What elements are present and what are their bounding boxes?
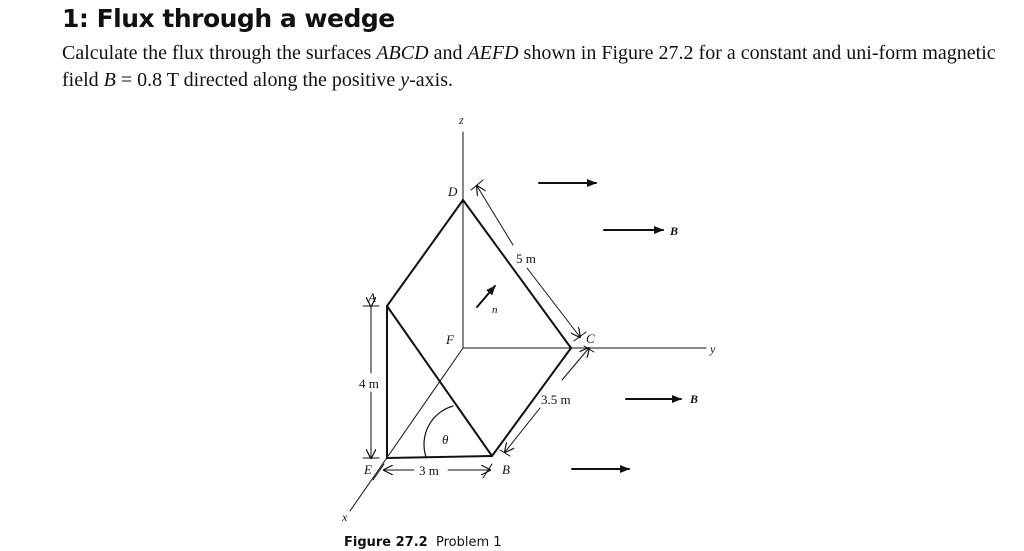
- problem-text-5: -axis.: [409, 69, 454, 91]
- axis-x-label: x: [342, 510, 348, 524]
- caption-text: Problem 1: [436, 535, 502, 550]
- problem-title: 1: Flux through a wedge: [62, 4, 395, 33]
- dim-slant-tick-top: [471, 180, 483, 190]
- point-d-label: D: [448, 184, 458, 199]
- axis-symbol: y: [400, 69, 410, 91]
- caption-number: Figure 27.2: [344, 535, 428, 550]
- dim-slant-line-top: [477, 186, 513, 245]
- angle-label: θ: [442, 432, 449, 447]
- dim-slant-line-bottom: [527, 268, 580, 337]
- dim-width-label: 3 m: [419, 463, 439, 478]
- field-label-2: B: [690, 392, 699, 406]
- field-symbol: B: [103, 69, 116, 91]
- dim-depth-line-top: [562, 348, 589, 380]
- edge-dc: [463, 200, 571, 348]
- problem-text-1: Calculate the flux through the surfaces: [62, 42, 377, 64]
- point-a-label: A: [368, 290, 376, 305]
- x-axis: [350, 348, 463, 511]
- point-f-label: F: [446, 332, 454, 347]
- dim-depth-tick-bottom: [500, 450, 510, 456]
- field-label-1: B: [670, 224, 679, 238]
- edge-da: [387, 200, 463, 306]
- dim-depth-tick-top: [584, 346, 594, 352]
- problem-text-2: and: [428, 42, 468, 64]
- edge-ab: [387, 306, 492, 456]
- dim-width-tick-right: [483, 464, 492, 478]
- surface-abcd: ABCD: [376, 42, 429, 64]
- point-b-label: B: [502, 462, 510, 477]
- dim-height-label: 4 m: [359, 376, 379, 391]
- angle-arc: [424, 406, 453, 457]
- surface-aefd: AEFD: [467, 42, 519, 64]
- edge-eb: [387, 456, 492, 458]
- problem-text-3: shown in Figure 27.2 for a constant and uni-form magnetic field: [62, 42, 996, 91]
- dim-slant-label: 5 m: [516, 251, 536, 266]
- problem-text-4: = 0.8 T directed along the positive: [115, 69, 401, 91]
- figure-caption: [344, 535, 502, 551]
- axis-z-label: z: [459, 113, 464, 127]
- axis-y-label: y: [710, 342, 716, 356]
- dim-width-tick-left: [373, 464, 384, 480]
- dim-depth-label: 3.5 m: [541, 392, 571, 407]
- point-e-label: E: [364, 462, 372, 477]
- normal-label: n: [492, 304, 498, 316]
- point-c-label: C: [586, 331, 595, 346]
- dim-slant-tick-bottom: [574, 332, 586, 341]
